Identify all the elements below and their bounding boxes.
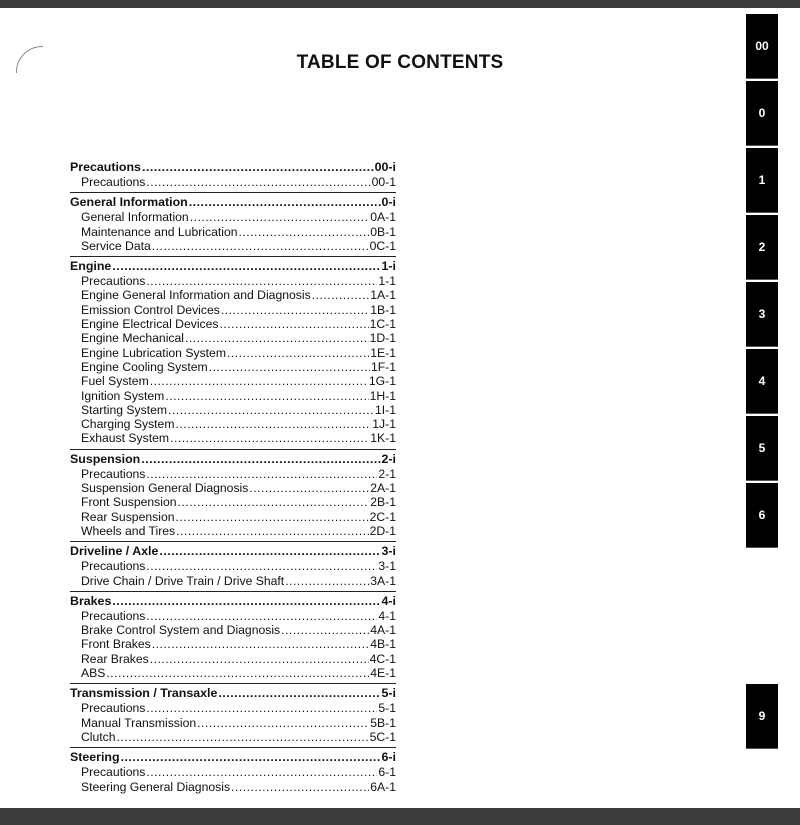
dot-leader: [146, 701, 377, 715]
toc-entry[interactable]: [70, 780, 396, 794]
dot-leader: [170, 431, 369, 445]
section-tab-9[interactable]: [746, 684, 778, 749]
entry-page: 1H-1: [369, 388, 396, 403]
entry-page: 0A-1: [370, 210, 396, 225]
page-corner-mark: [16, 46, 43, 73]
tab-label: 9: [758, 709, 766, 723]
entry-label: Exhaust System: [81, 431, 170, 446]
toc-section-heading[interactable]: [70, 195, 396, 210]
entry-page: 2B-1: [370, 495, 396, 510]
section-page: 1-i: [381, 259, 396, 274]
dot-leader: [146, 274, 377, 288]
tab-label: 0: [758, 106, 766, 120]
toc-entry[interactable]: [70, 765, 396, 779]
entry-page: 4C-1: [369, 651, 396, 666]
toc-section-heading[interactable]: [70, 544, 396, 559]
section-title: Driveline / Axle: [70, 544, 159, 559]
section-page: 2-i: [381, 451, 396, 466]
toc-section-heading[interactable]: [70, 686, 396, 701]
tab-label: 4: [758, 374, 766, 388]
entry-page: 1-1: [378, 274, 396, 289]
entry-label: Precautions: [81, 274, 146, 289]
toc-entry[interactable]: [70, 431, 396, 445]
tab-label: 5: [758, 441, 766, 455]
entry-page: 5B-1: [370, 715, 396, 730]
toc-entry[interactable]: [70, 274, 396, 288]
section-page: 3-i: [381, 544, 396, 559]
toc-section: [70, 591, 396, 680]
toc-section-heading[interactable]: [70, 259, 396, 274]
toc-section: [70, 192, 396, 253]
toc-entry[interactable]: [70, 701, 396, 715]
entry-label: Precautions: [81, 559, 146, 574]
dot-leader: [231, 780, 369, 794]
entry-label: Engine Lubrication System: [81, 345, 226, 360]
dot-leader: [152, 637, 369, 651]
entry-page: 1K-1: [370, 431, 396, 446]
toc-entry[interactable]: [70, 623, 396, 637]
entry-label: Brake Control System and Diagnosis: [81, 623, 281, 638]
toc-entry[interactable]: [70, 716, 396, 730]
dot-leader: [209, 360, 370, 374]
dot-leader: [190, 210, 370, 224]
entry-label: Front Suspension: [81, 495, 177, 510]
toc-section: [70, 158, 396, 189]
entry-label: Manual Transmission: [81, 715, 197, 730]
dot-leader: [220, 317, 369, 331]
entry-page: 3-1: [378, 559, 396, 574]
entry-page: 5-1: [378, 701, 396, 716]
dot-leader: [152, 239, 369, 253]
entry-label: Charging System: [81, 417, 175, 432]
entry-page: 1E-1: [370, 345, 396, 360]
entry-label: Engine Mechanical: [81, 331, 184, 346]
entry-label: Wheels and Tires: [81, 523, 176, 538]
toc-entry[interactable]: [70, 481, 396, 495]
toc-section: [70, 747, 396, 794]
toc-entry[interactable]: [70, 346, 396, 360]
dot-leader: [197, 716, 369, 730]
toc-entry[interactable]: [70, 288, 396, 302]
dot-leader: [281, 623, 369, 637]
section-title: Suspension: [70, 451, 141, 466]
toc-entry[interactable]: [70, 303, 396, 317]
entry-label: Starting System: [81, 402, 168, 417]
toc-entry[interactable]: [70, 730, 396, 744]
entry-page: 1I-1: [374, 402, 396, 417]
section-tab-8[interactable]: [746, 483, 778, 548]
section-page: 0-i: [381, 195, 396, 210]
dot-leader: [141, 452, 380, 467]
toc-entry[interactable]: [70, 210, 396, 224]
entry-page: 4E-1: [370, 666, 396, 681]
section-tab-1[interactable]: [746, 14, 778, 79]
entry-page: 6-1: [378, 765, 396, 780]
entry-label: Fuel System: [81, 374, 149, 389]
dot-leader: [176, 510, 369, 524]
section-tab-4[interactable]: [746, 215, 778, 280]
dot-leader: [189, 195, 381, 210]
entry-label: Suspension General Diagnosis: [81, 481, 249, 496]
section-page: 4-i: [381, 593, 396, 608]
entry-page: 2C-1: [369, 509, 396, 524]
entry-page: 1A-1: [370, 288, 396, 303]
section-page: 5-i: [381, 686, 396, 701]
toc-entry[interactable]: [70, 467, 396, 481]
toc-entry[interactable]: [70, 374, 396, 388]
toc-entry[interactable]: [70, 524, 396, 538]
dot-leader: [285, 574, 369, 588]
dot-leader: [146, 609, 377, 623]
dot-leader: [112, 594, 380, 609]
dot-leader: [178, 495, 370, 509]
entry-label: Precautions: [81, 608, 146, 623]
dot-leader: [121, 750, 381, 765]
entry-page: 5C-1: [369, 729, 396, 744]
section-title: Transmission / Transaxle: [70, 686, 218, 701]
dot-leader: [176, 524, 368, 538]
entry-label: Maintenance and Lubrication: [81, 224, 238, 239]
entry-label: Rear Suspension: [81, 509, 175, 524]
entry-page: 1D-1: [369, 331, 396, 346]
bottom-border: [0, 808, 800, 825]
entry-label: General Information: [81, 210, 189, 225]
entry-page: 0C-1: [369, 238, 396, 253]
dot-leader: [218, 686, 380, 701]
dot-leader: [165, 389, 368, 403]
entry-label: Drive Chain / Drive Train / Drive Shaft: [81, 573, 285, 588]
toc-entry[interactable]: [70, 239, 396, 253]
entry-label: Steering General Diagnosis: [81, 779, 231, 794]
dot-leader: [142, 160, 374, 175]
toc-section: [70, 541, 396, 588]
entry-label: Engine General Information and Diagnosis: [81, 288, 311, 303]
section-tab-2[interactable]: [746, 81, 778, 146]
toc-section: [70, 449, 396, 538]
toc-entry[interactable]: [70, 637, 396, 651]
toc-entry[interactable]: [70, 360, 396, 374]
dot-leader: [159, 544, 380, 559]
toc-section-heading[interactable]: [70, 160, 396, 175]
section-tab-7[interactable]: [746, 416, 778, 481]
dot-leader: [249, 481, 369, 495]
toc-section-heading[interactable]: [70, 750, 396, 765]
table-of-contents: [70, 158, 396, 797]
toc-entry[interactable]: [70, 652, 396, 666]
section-title: General Information: [70, 195, 188, 210]
entry-page: 2-1: [378, 466, 396, 481]
toc-entry[interactable]: [70, 510, 396, 524]
section-title: Engine: [70, 259, 112, 274]
section-page: 00-i: [374, 160, 396, 174]
entry-label: Service Data: [81, 238, 151, 253]
entry-page: 1B-1: [370, 302, 396, 317]
section-title: Brakes: [70, 593, 112, 608]
dot-leader: [227, 346, 369, 360]
section-title: Precautions: [70, 160, 141, 174]
section-page: 6-i: [381, 750, 396, 765]
toc-entry[interactable]: [70, 559, 396, 573]
page-title: TABLE OF CONTENTS: [296, 52, 504, 73]
tab-label: 00: [755, 39, 769, 53]
dot-leader: [175, 417, 371, 431]
section-tab-5[interactable]: [746, 282, 778, 347]
toc-entry[interactable]: [70, 666, 396, 680]
entry-label: Clutch: [81, 729, 116, 744]
entry-page: 00-1: [371, 175, 396, 189]
entry-label: ABS: [81, 666, 106, 681]
toc-entry[interactable]: [70, 175, 396, 189]
section-tab-3[interactable]: [746, 148, 778, 213]
entry-label: Precautions: [81, 175, 146, 189]
dot-leader: [221, 303, 369, 317]
entry-page: 4B-1: [370, 637, 396, 652]
entry-label: Front Brakes: [81, 637, 151, 652]
toc-section-heading[interactable]: [70, 594, 396, 609]
entry-label: Engine Electrical Devices: [81, 317, 219, 332]
toc-entry[interactable]: [70, 389, 396, 403]
tab-label: 6: [758, 508, 766, 522]
entry-label: Precautions: [81, 765, 146, 780]
section-tab-6[interactable]: [746, 349, 778, 414]
dot-leader: [168, 403, 374, 417]
section-title: Steering: [70, 750, 120, 765]
entry-label: Emission Control Devices: [81, 302, 220, 317]
toc-section-heading[interactable]: [70, 452, 396, 467]
dot-leader: [146, 175, 370, 189]
entry-label: Precautions: [81, 701, 146, 716]
dot-leader: [312, 288, 370, 302]
entry-page: 3A-1: [370, 573, 396, 588]
entry-page: 4-1: [378, 608, 396, 623]
dot-leader: [150, 652, 369, 666]
dot-leader: [146, 467, 377, 481]
entry-page: 6A-1: [370, 779, 396, 794]
toc-entry[interactable]: [70, 609, 396, 623]
dot-leader: [150, 374, 368, 388]
toc-entry[interactable]: [70, 331, 396, 345]
toc-entry[interactable]: [70, 317, 396, 331]
dot-leader: [185, 331, 369, 345]
top-border: [0, 0, 800, 8]
tab-label: 1: [758, 173, 766, 187]
toc-entry[interactable]: [70, 403, 396, 417]
entry-page: 0B-1: [370, 224, 396, 239]
entry-page: 2D-1: [369, 523, 396, 538]
dot-leader: [117, 730, 369, 744]
entry-label: Rear Brakes: [81, 651, 149, 666]
entry-page: 1J-1: [372, 417, 396, 432]
entry-page: 2A-1: [370, 481, 396, 496]
dot-leader: [112, 259, 380, 274]
dot-leader: [106, 666, 369, 680]
toc-entry[interactable]: [70, 417, 396, 431]
toc-entry[interactable]: [70, 225, 396, 239]
tab-label: 2: [758, 240, 766, 254]
toc-entry[interactable]: [70, 574, 396, 588]
entry-label: Precautions: [81, 466, 146, 481]
toc-entry[interactable]: [70, 495, 396, 509]
entry-page: 4A-1: [370, 623, 396, 638]
entry-page: 1F-1: [370, 359, 396, 374]
entry-label: Ignition System: [81, 388, 165, 403]
toc-section: [70, 256, 396, 446]
toc-section: [70, 683, 396, 744]
dot-leader: [146, 559, 377, 573]
tab-label: 3: [758, 307, 766, 321]
entry-page: 1C-1: [369, 317, 396, 332]
entry-label: Engine Cooling System: [81, 359, 208, 374]
dot-leader: [146, 765, 377, 779]
dot-leader: [239, 225, 370, 239]
entry-page: 1G-1: [368, 374, 396, 389]
